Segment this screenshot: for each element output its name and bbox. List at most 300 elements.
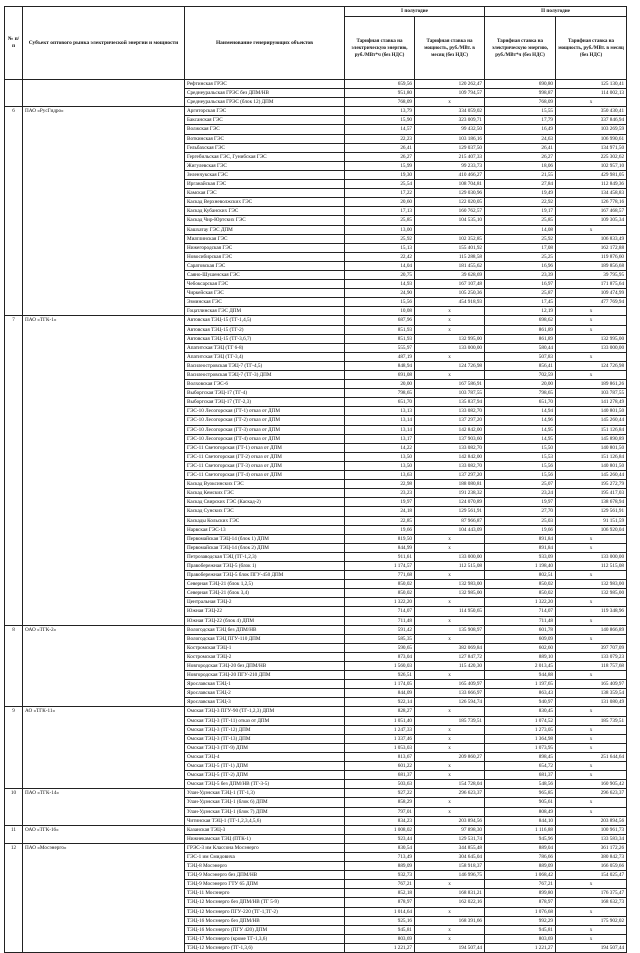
capacity-rate-h1: x — [415, 907, 485, 916]
energy-rate-h2: 878,97 — [485, 898, 556, 907]
energy-rate-h2: 965,85 — [485, 789, 556, 798]
energy-rate-h1: 503,63 — [345, 780, 415, 789]
plant-name: ГЭС-10 Лесогорская (ГТ-3) отказ от ДПМ — [185, 425, 345, 434]
capacity-rate-h2: 133 000,00 — [556, 552, 627, 561]
plant-name: ТЭЦ-12 Мосэнерго (ТГ-1,3,6) — [185, 943, 345, 952]
header-energy-rate-2: Тарифная ставка на электрическую энергию, руб./МВт*ч (без НДС) — [485, 17, 556, 80]
header-object: Наименование генерирующих объектов — [185, 7, 345, 80]
energy-rate-h2: 702,59 — [485, 371, 556, 380]
capacity-rate-h2: 125 130,41 — [556, 80, 627, 89]
energy-rate-h2: 16,49 — [485, 125, 556, 134]
plant-name: Каскад Сунских ГЭС — [185, 507, 345, 516]
plant-name: Автовская ТЭЦ-15 (ТГ-3,6,7) — [185, 334, 345, 343]
capacity-rate-h1: 132 985,00 — [415, 589, 485, 598]
capacity-rate-h1: 185 739,51 — [415, 716, 485, 725]
energy-rate-h1: 26,27 — [345, 152, 415, 161]
capacity-rate-h2: 195 272,79 — [556, 480, 627, 489]
capacity-rate-h1: x — [415, 743, 485, 752]
capacity-rate-h1: 103 787,55 — [415, 389, 485, 398]
energy-rate-h1: 17,13 — [345, 207, 415, 216]
energy-rate-h1: 932,73 — [345, 871, 415, 880]
plant-name: Зеленчукская ГЭС — [185, 170, 345, 179]
plant-name: ТЭЦ-16 Мосэнерго без ДПМ/НВ — [185, 916, 345, 925]
energy-rate-h2: 19,97 — [485, 498, 556, 507]
capacity-rate-h1: 122 020,05 — [415, 198, 485, 207]
plant-name: Выборгская ТЭЦ-17 (ТГ-2,3) — [185, 398, 345, 407]
energy-rate-h1: 767,21 — [345, 880, 415, 889]
capacity-rate-h1: 160 762,57 — [415, 207, 485, 216]
capacity-rate-h1: 168 391,66 — [415, 916, 485, 925]
capacity-rate-h2: 102 957,10 — [556, 161, 627, 170]
capacity-rate-h2: 165 409,97 — [556, 680, 627, 689]
capacity-rate-h2: 119 348,96 — [556, 607, 627, 616]
capacity-rate-h2: 140 801,50 — [556, 461, 627, 470]
energy-rate-h1: 20,75 — [345, 270, 415, 279]
header-half-2: II полугодие — [485, 7, 627, 17]
capacity-rate-h2: 126 778,16 — [556, 198, 627, 207]
energy-rate-h1: 14,93 — [345, 280, 415, 289]
energy-rate-h2: 25,03 — [485, 516, 556, 525]
energy-rate-h1: 20,60 — [345, 198, 415, 207]
table-row — [5, 625, 627, 634]
capacity-rate-h1: 167 586,91 — [415, 380, 485, 389]
market-subject — [23, 80, 185, 107]
capacity-rate-h1: x — [415, 925, 485, 934]
capacity-rate-h1 — [415, 225, 485, 234]
capacity-rate-h1: 129 561,91 — [415, 507, 485, 516]
plant-name: Омская ТЭЦ-3 (ТГ-12) ДПМ — [185, 725, 345, 734]
energy-rate-h1: 925,16 — [345, 916, 415, 925]
capacity-rate-h1: x — [415, 534, 485, 543]
plant-name: ГЭС-11 Светогорская (ГТ-3) отказ от ДПМ — [185, 461, 345, 470]
energy-rate-h1: 819,50 — [345, 534, 415, 543]
energy-rate-h1: 922,14 — [345, 698, 415, 707]
capacity-rate-h2: 112 849,36 — [556, 180, 627, 189]
capacity-rate-h1: x — [415, 798, 485, 807]
capacity-rate-h1: 154 728,04 — [415, 780, 485, 789]
capacity-rate-h1: x — [415, 352, 485, 361]
capacity-rate-h1: 158 918,37 — [415, 862, 485, 871]
energy-rate-h1: 15,56 — [345, 298, 415, 307]
energy-rate-h2: 23,39 — [485, 270, 556, 279]
energy-rate-h1: 911,61 — [345, 552, 415, 561]
capacity-rate-h2: 103 787,55 — [556, 389, 627, 398]
table-row — [5, 843, 627, 852]
energy-rate-h2: 22,92 — [485, 198, 556, 207]
capacity-rate-h2: x — [556, 807, 627, 816]
plant-name: Волжская ГЭС — [185, 125, 345, 134]
capacity-rate-h2: 91 151,59 — [556, 516, 627, 525]
header-subject: Субъект оптового рынка электрической энергии и мощности — [23, 7, 185, 80]
capacity-rate-h2: 106 920,04 — [556, 525, 627, 534]
energy-rate-h1: 13,50 — [345, 452, 415, 461]
plant-name: ТЭЦ-9 Мосэнерго ГТУ 65 ДПМ — [185, 880, 345, 889]
capacity-rate-h2: x — [556, 771, 627, 780]
energy-rate-h2: 17,45 — [485, 298, 556, 307]
capacity-rate-h2: x — [556, 534, 627, 543]
energy-rate-h1: 1 174,05 — [345, 680, 415, 689]
row-number: 12 — [5, 843, 23, 952]
plant-name: Саяно-Шушенская ГЭС — [185, 270, 345, 279]
plant-name: Нижегородская ГЭС — [185, 243, 345, 252]
energy-rate-h1: 13,17 — [345, 434, 415, 443]
capacity-rate-h2: 145 260,44 — [556, 471, 627, 480]
plant-name: Новгородская ТЭЦ-20 без ДПМ/НВ — [185, 662, 345, 671]
energy-rate-h2: 1 076,68 — [485, 907, 556, 916]
plant-name: ТЭЦ-12 Мосэнерго ПГУ-220 (ТГ-1,ТГ-2) — [185, 907, 345, 916]
energy-rate-h1: 828,27 — [345, 707, 415, 716]
plant-name: Воткинская ГЭС — [185, 134, 345, 143]
energy-rate-h2: 681,37 — [485, 771, 556, 780]
capacity-rate-h2: 39 795,95 — [556, 270, 627, 279]
capacity-rate-h1: 215 407,33 — [415, 152, 485, 161]
energy-rate-h1: 590,65 — [345, 643, 415, 652]
row-number: 11 — [5, 825, 23, 843]
energy-rate-h2: 16,97 — [485, 280, 556, 289]
capacity-rate-h1: 104 535,10 — [415, 216, 485, 225]
capacity-rate-h1: 167 107,48 — [415, 280, 485, 289]
energy-rate-h1: 20,00 — [345, 380, 415, 389]
header-capacity-rate-2: Тарифная ставка на мощность, руб./МВт. в месяц (без НДС) — [556, 17, 627, 80]
energy-rate-h1: 22,98 — [345, 480, 415, 489]
energy-rate-h2: 891,84 — [485, 534, 556, 543]
capacity-rate-h2: x — [556, 225, 627, 234]
capacity-rate-h2: 124 726,98 — [556, 361, 627, 370]
energy-rate-h1: 17,22 — [345, 189, 415, 198]
energy-rate-h2: 863,43 — [485, 689, 556, 698]
plant-name: Баксанская ГЭС — [185, 116, 345, 125]
capacity-rate-h2: 134 458,83 — [556, 189, 627, 198]
energy-rate-h2: 933,09 — [485, 552, 556, 561]
energy-rate-h2: 850,02 — [485, 589, 556, 598]
energy-rate-h2: 15,56 — [485, 471, 556, 480]
capacity-rate-h2: 168 632,73 — [556, 898, 627, 907]
capacity-rate-h1: 99 233,73 — [415, 161, 485, 170]
plant-name: Вологодская ТЭЦ без ДПМ/НВ — [185, 625, 345, 634]
energy-rate-h2: 945,96 — [485, 834, 556, 843]
plant-name: Чиркейская ГЭС — [185, 289, 345, 298]
plant-name: Саратовская ГЭС — [185, 261, 345, 270]
energy-rate-h1: 844,99 — [345, 543, 415, 552]
capacity-rate-h1: 304 645,04 — [415, 852, 485, 861]
plant-name: Новосибирская ГЭС — [185, 252, 345, 261]
table-body — [5, 80, 627, 953]
energy-rate-h2: 19,17 — [485, 207, 556, 216]
plant-name: Ярославская ТЭЦ-3 — [185, 698, 345, 707]
capacity-rate-h2: 189 856,68 — [556, 261, 627, 270]
energy-rate-h2: 15,56 — [485, 461, 556, 470]
plant-name: Автовская ТЭЦ-15 (ТГ-2) — [185, 325, 345, 334]
plant-name: Гельбахская ГЭС — [185, 143, 345, 152]
energy-rate-h1: 844,09 — [345, 689, 415, 698]
capacity-rate-h2: x — [556, 762, 627, 771]
capacity-rate-h2: 133 079,23 — [556, 652, 627, 661]
capacity-rate-h1: 104 443,09 — [415, 525, 485, 534]
energy-rate-h2: 609,09 — [485, 634, 556, 643]
energy-rate-h1: 878,97 — [345, 898, 415, 907]
energy-rate-h1: 834,23 — [345, 816, 415, 825]
energy-rate-h1: 24,90 — [345, 289, 415, 298]
plant-name: Петрозаводская ТЭЦ (ТГ-1,2,3) — [185, 552, 345, 561]
capacity-rate-h2: x — [556, 325, 627, 334]
plant-name: Камская ГЭС — [185, 189, 345, 198]
energy-rate-h1: 681,37 — [345, 771, 415, 780]
energy-rate-h2: 16,96 — [485, 261, 556, 270]
capacity-rate-h1: 410 466,27 — [415, 170, 485, 179]
capacity-rate-h2: 162 172,88 — [556, 243, 627, 252]
plant-name: Каскад Чир-Юртских ГЭС — [185, 216, 345, 225]
energy-rate-h2: 861,89 — [485, 334, 556, 343]
capacity-rate-h1: x — [415, 571, 485, 580]
capacity-rate-h1: 133 000,00 — [415, 343, 485, 352]
energy-rate-h2: 18,06 — [485, 161, 556, 170]
capacity-rate-h2: 185 739,51 — [556, 716, 627, 725]
energy-rate-h1: 1 322,20 — [345, 598, 415, 607]
energy-rate-h2: 808,49 — [485, 807, 556, 816]
capacity-rate-h1: x — [415, 543, 485, 552]
capacity-rate-h1: 124 070,89 — [415, 498, 485, 507]
energy-rate-h2: 651,70 — [485, 398, 556, 407]
energy-rate-h2: 27,84 — [485, 180, 556, 189]
capacity-rate-h2: x — [556, 307, 627, 316]
capacity-rate-h2: 140 866,89 — [556, 625, 627, 634]
plant-name: Василеостровская ТЭЦ-7 (ТГ-3) ДПМ — [185, 371, 345, 380]
energy-rate-h2: 1 074,52 — [485, 716, 556, 725]
energy-rate-h1: 923,44 — [345, 834, 415, 843]
energy-rate-h2: 1 197,65 — [485, 680, 556, 689]
capacity-rate-h2: 151 126,84 — [556, 452, 627, 461]
capacity-rate-h2: 194 507,44 — [556, 943, 627, 952]
plant-name: Василеостровская ТЭЦ-7 (ТГ-4,5) — [185, 361, 345, 370]
capacity-rate-h1: x — [415, 725, 485, 734]
plant-name: Среднеуральская ГРЭС (блок 12) ДПМ — [185, 98, 345, 107]
capacity-rate-h2: x — [556, 316, 627, 325]
capacity-rate-h1: 323 009,71 — [415, 116, 485, 125]
plant-name: Омская ТЭЦ-4 — [185, 752, 345, 761]
capacity-rate-h1: 209 860,27 — [415, 752, 485, 761]
energy-rate-h1: 1 337,46 — [345, 734, 415, 743]
capacity-rate-h2: x — [556, 798, 627, 807]
energy-rate-h1: 713,49 — [345, 852, 415, 861]
energy-rate-h1: 15,13 — [345, 243, 415, 252]
plant-name: Апатитская ТЭЦ (ТГ-3,4) — [185, 352, 345, 361]
energy-rate-h1: 13,13 — [345, 407, 415, 416]
capacity-rate-h1: x — [415, 316, 485, 325]
energy-rate-h2: 27,70 — [485, 507, 556, 516]
energy-rate-h1: 1 014,64 — [345, 907, 415, 916]
market-subject: ОАО «ТГК-16» — [23, 825, 185, 843]
plant-name: Эзминская ГЭС — [185, 298, 345, 307]
capacity-rate-h1: x — [415, 934, 485, 943]
capacity-rate-h1: 126 594,74 — [415, 698, 485, 707]
energy-rate-h1: 1 008,02 — [345, 825, 415, 834]
plant-name: Улан-Удэнская ТЭЦ-1 (блок 7) ДПМ — [185, 807, 345, 816]
plant-name: Автовская ТЭЦ-15 (ТГ-1,4,5) — [185, 316, 345, 325]
row-number: 9 — [5, 707, 23, 789]
energy-rate-h1: 1 560,03 — [345, 662, 415, 671]
energy-rate-h1: 487,19 — [345, 352, 415, 361]
energy-rate-h1: 25,54 — [345, 180, 415, 189]
capacity-rate-h1: 97 898,30 — [415, 825, 485, 834]
plant-name: Омская ТЭЦ-3 (ТГ-11) отказ от ДПМ — [185, 716, 345, 725]
energy-rate-h2: 1 364,98 — [485, 734, 556, 743]
plant-name: ГЭС-10 Лесогорская (ГТ-1) отказ от ДПМ — [185, 407, 345, 416]
capacity-rate-h2: 119 876,60 — [556, 252, 627, 261]
energy-rate-h1: 830,54 — [345, 843, 415, 852]
energy-rate-h1: 659,56 — [345, 80, 415, 89]
capacity-rate-h1: x — [415, 880, 485, 889]
plant-name: Омская ТЭЦ-5 (ТГ-1) ДПМ — [185, 762, 345, 771]
capacity-rate-h1: 344 855,48 — [415, 843, 485, 852]
capacity-rate-h2: 145 890,89 — [556, 434, 627, 443]
energy-rate-h2: 1 068,42 — [485, 871, 556, 880]
capacity-rate-h2: 112 515,08 — [556, 561, 627, 570]
market-subject: ОАО «ТГК-2» — [23, 625, 185, 707]
plant-name: Омская ТЭЦ-3 (ТГ-13) ДПМ — [185, 734, 345, 743]
energy-rate-h1: 1 221,27 — [345, 943, 415, 952]
capacity-rate-h1: 137 297,20 — [415, 471, 485, 480]
capacity-rate-h2: x — [556, 571, 627, 580]
table-row — [5, 825, 627, 834]
capacity-rate-h2: x — [556, 743, 627, 752]
plant-name: Первомайская ТЭЦ-14 (блок 1) ДПМ — [185, 534, 345, 543]
energy-rate-h2: 25,85 — [485, 216, 556, 225]
energy-rate-h2: 26,41 — [485, 143, 556, 152]
energy-rate-h2: 17,79 — [485, 116, 556, 125]
energy-rate-h1: 26,41 — [345, 143, 415, 152]
capacity-rate-h2: x — [556, 371, 627, 380]
energy-rate-h2: 20,00 — [485, 380, 556, 389]
plant-name: Миатлинская ГЭС — [185, 234, 345, 243]
capacity-rate-h2: 195 417,03 — [556, 489, 627, 498]
plant-name: Апатитская ТЭЦ (ТГ 6-8) — [185, 343, 345, 352]
capacity-rate-h1: 115 288,58 — [415, 252, 485, 261]
energy-rate-h2: 23,24 — [485, 489, 556, 498]
energy-rate-h1: 768,09 — [345, 98, 415, 107]
capacity-rate-h1: 146 996,75 — [415, 871, 485, 880]
energy-rate-h2: 1 198,40 — [485, 561, 556, 570]
energy-rate-h2: 803,69 — [485, 934, 556, 943]
energy-rate-h1: 711,48 — [345, 616, 415, 625]
capacity-rate-h1: x — [415, 771, 485, 780]
energy-rate-h2: 889,10 — [485, 652, 556, 661]
capacity-rate-h2: 151 126,84 — [556, 425, 627, 434]
energy-rate-h1: 22,42 — [345, 252, 415, 261]
capacity-rate-h1: x — [415, 634, 485, 643]
plant-name: Каскад Вуоксинских ГЭС — [185, 480, 345, 489]
energy-rate-h2: 1 073,95 — [485, 743, 556, 752]
capacity-rate-h1: 39 628,69 — [415, 270, 485, 279]
row-number: 7 — [5, 316, 23, 625]
energy-rate-h1: 889,09 — [345, 862, 415, 871]
capacity-rate-h2: 138 359,54 — [556, 689, 627, 698]
capacity-rate-h1: 142 842,00 — [415, 452, 485, 461]
capacity-rate-h2: 109 305,34 — [556, 216, 627, 225]
capacity-rate-h1: 135 908,97 — [415, 625, 485, 634]
plant-name: Кашхатау ГЭС ДПМ — [185, 225, 345, 234]
energy-rate-h1: 651,70 — [345, 398, 415, 407]
energy-rate-h1: 951,80 — [345, 89, 415, 98]
capacity-rate-h2: 350 430,41 — [556, 107, 627, 116]
energy-rate-h2: 898,45 — [485, 752, 556, 761]
capacity-rate-h2: 100 961,73 — [556, 825, 627, 834]
capacity-rate-h1: x — [415, 371, 485, 380]
capacity-rate-h1: 188 080,81 — [415, 480, 485, 489]
energy-rate-h2: 889,04 — [485, 843, 556, 852]
capacity-rate-h2: 380 842,73 — [556, 852, 627, 861]
table-row — [5, 789, 627, 798]
capacity-rate-h2: 145 260,44 — [556, 416, 627, 425]
capacity-rate-h2: 225 302,62 — [556, 152, 627, 161]
market-subject: ПАО «ТГК-14» — [23, 789, 185, 825]
plant-name: ТЭЦ-17 Мосэнерго (кроме ТГ-1,3,6) — [185, 934, 345, 943]
plant-name: Каскад Кемских ГЭС — [185, 489, 345, 498]
energy-rate-h2: 944,88 — [485, 671, 556, 680]
energy-rate-h1: 848,94 — [345, 361, 415, 370]
capacity-rate-h2: 251 644,64 — [556, 752, 627, 761]
energy-rate-h2: 14,96 — [485, 416, 556, 425]
energy-rate-h1: 850,02 — [345, 580, 415, 589]
energy-rate-h1: 14,04 — [345, 261, 415, 270]
capacity-rate-h1: 162 022,16 — [415, 898, 485, 907]
energy-rate-h2: 945,81 — [485, 925, 556, 934]
capacity-rate-h2: 429 981,05 — [556, 170, 627, 179]
capacity-rate-h2: 106 833,49 — [556, 234, 627, 243]
energy-rate-h2: 14,94 — [485, 407, 556, 416]
tariff-table-page — [4, 6, 632, 951]
capacity-rate-h1: 334 059,02 — [415, 107, 485, 116]
capacity-rate-h1: 103 186,16 — [415, 134, 485, 143]
energy-rate-h2: 711,48 — [485, 616, 556, 625]
energy-rate-h1: 714,07 — [345, 607, 415, 616]
capacity-rate-h1: 102 352,85 — [415, 234, 485, 243]
energy-rate-h1: 19,30 — [345, 170, 415, 179]
capacity-rate-h2: 176 375,47 — [556, 889, 627, 898]
energy-rate-h1: 19,97 — [345, 498, 415, 507]
energy-rate-h1: 851,93 — [345, 325, 415, 334]
capacity-rate-h2: x — [556, 725, 627, 734]
capacity-rate-h2: 189 861,26 — [556, 380, 627, 389]
capacity-rate-h1: 109 794,57 — [415, 89, 485, 98]
energy-rate-h2: 714,07 — [485, 607, 556, 616]
plant-name: ГЭС-1 им Смидовича — [185, 852, 345, 861]
energy-rate-h1: 927,22 — [345, 789, 415, 798]
energy-rate-h2: 889,09 — [485, 862, 556, 871]
energy-rate-h1: 13,79 — [345, 107, 415, 116]
capacity-rate-h1: 168 831,21 — [415, 889, 485, 898]
energy-rate-h2: 25,92 — [485, 234, 556, 243]
capacity-rate-h2: 361 172,26 — [556, 843, 627, 852]
capacity-rate-h1: 382 069,84 — [415, 643, 485, 652]
plant-name: Омская ТЭЦ-3 (ТГ-9) ДПМ — [185, 743, 345, 752]
energy-rate-h2: 767,21 — [485, 880, 556, 889]
energy-rate-h1: 1 247,33 — [345, 725, 415, 734]
energy-rate-h1: 14,22 — [345, 443, 415, 452]
plant-name: Первомайская ТЭЦ-14 (блок 2) ДПМ — [185, 543, 345, 552]
energy-rate-h1: 851,93 — [345, 334, 415, 343]
energy-rate-h2: 14,95 — [485, 434, 556, 443]
energy-rate-h1: 25,92 — [345, 234, 415, 243]
capacity-rate-h2: 397 707,09 — [556, 643, 627, 652]
plant-name: Каскад Кубанских ГЭС — [185, 207, 345, 216]
table-row — [5, 80, 627, 89]
capacity-rate-h2: x — [556, 98, 627, 107]
energy-rate-h1: 13,50 — [345, 461, 415, 470]
capacity-rate-h1: 133 082,70 — [415, 443, 485, 452]
capacity-rate-h2: 477 769,94 — [556, 298, 627, 307]
energy-rate-h1: 24,18 — [345, 507, 415, 516]
row-number: 6 — [5, 107, 23, 316]
